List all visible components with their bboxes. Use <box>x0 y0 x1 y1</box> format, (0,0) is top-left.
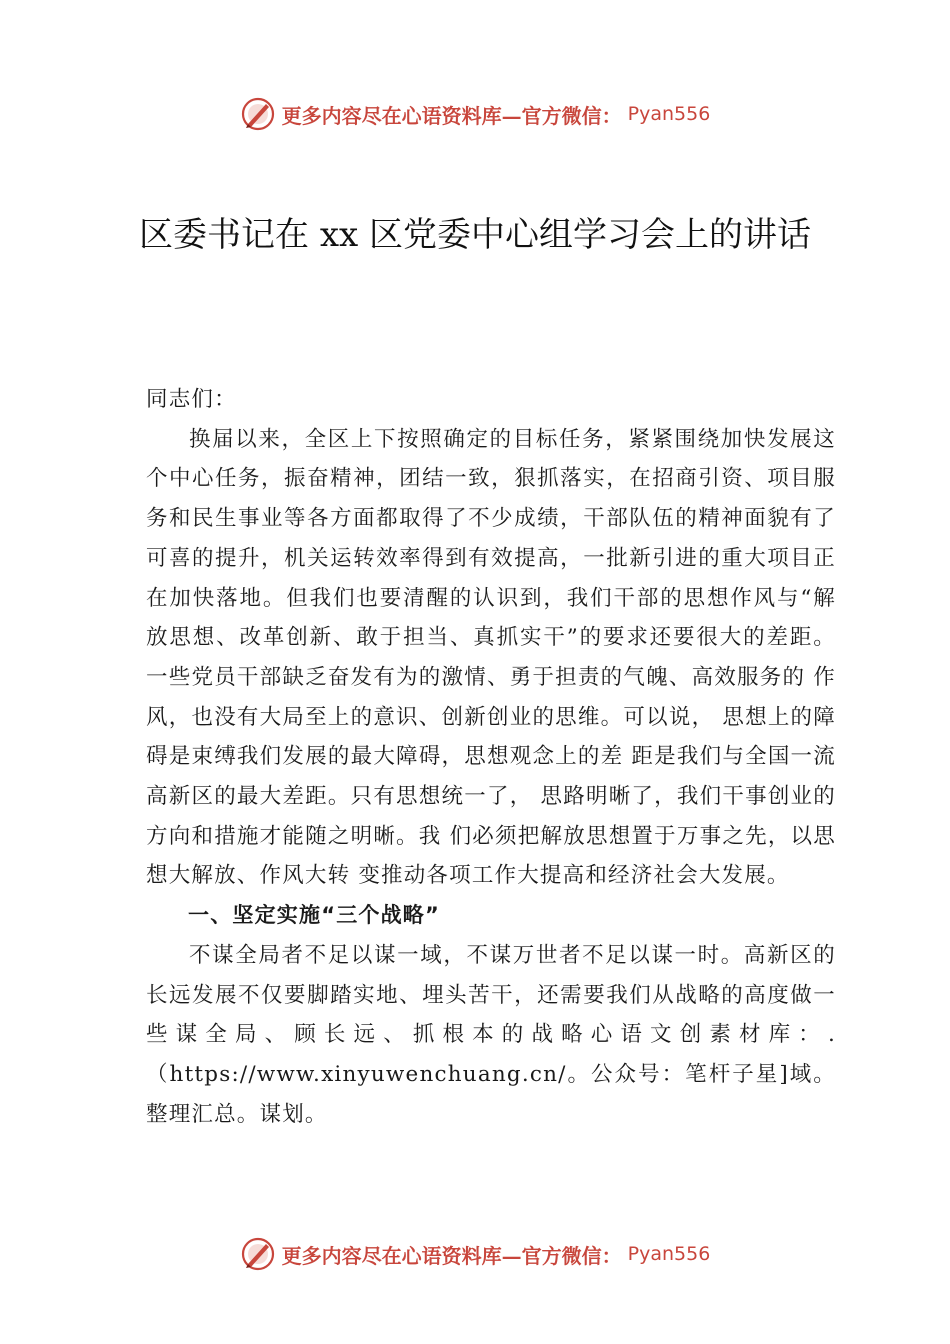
document-body <box>146 380 836 1134</box>
header-banner <box>0 94 950 134</box>
greeting: 同志们： <box>146 387 237 412</box>
banner-wechat-id: Pyan556 <box>627 103 711 125</box>
document-title: 区委书记在 xx 区党委中心组学习会上的讲话 <box>139 215 811 255</box>
pen-seal-icon <box>240 1236 276 1272</box>
banner-text: 更多内容尽在心语资料库—官方微信： <box>281 103 622 128</box>
paragraph-2: 不谋全局者不足以谋一域，不谋万世者不足以谋一时。高新区的长远发展不仅要脚踏实地、埋头苦干，还需要我们从战略的高度做一些谋全局、顾长远、抓根本的战略心语文创素材库：.（https://www.xinyuwenchuang.cn/。公众号：笔杆子星]域。整理汇总。谋划。 <box>146 942 836 1127</box>
banner-text: 更多内容尽在心语资料库—官方微信： <box>281 1243 622 1268</box>
pen-seal-icon <box>240 96 276 132</box>
section-heading-1: 一、坚定实施“三个战略” <box>188 903 441 928</box>
footer-banner <box>0 1234 950 1274</box>
banner-wechat-id: Pyan556 <box>627 1243 711 1265</box>
paragraph-1: 换届以来，全区上下按照确定的目标任务，紧紧围绕加快发展这个中心任务，振奋精神，团结一致，狠抓落实，在招商引资、项目服务和民生事业等各方面都取得了不少成绩，干部队伍的精神面貌有了可喜的提升，机关运转效率得到有效提高，一批新引进的重大项目正在加快落地。但我们也要清醒的认识到，我们干部的思想作风与“解放思想、改革创新、敢于担当、真抓实干”的要求还要很大的差距。一些党员干部缺乏奋发有为的激情、勇于担责的气魄、高效服务的 作风，也没有大局至上的意识、创新创业的思维。可以说， 思想上的障碍是束缚我们发展的最大障碍，思想观念上的差 距是我们与全国一流高新区的最大差距。只有思想统一了， 思路明晰了，我们干事创业的方向和措施才能随之明晰。我 们必须把解放思想置于万事之先，以思想大解放、作风大转 变推动各项工作大提高和经济社会大发展。 <box>146 426 836 889</box>
